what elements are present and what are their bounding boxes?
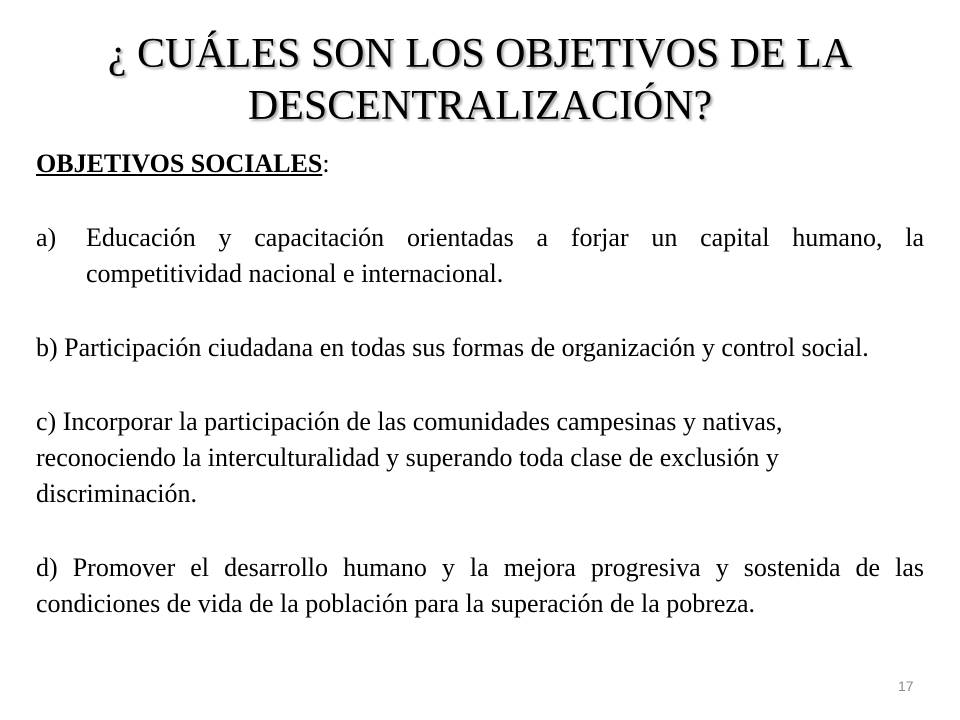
objective-item-d: d) Promover el desarrollo humano y la mejora progresiva y sostenida de las condiciones de vida de la población para la superación de la pobreza. — [36, 553, 924, 618]
objective-a-text: Educación y capacitación orientadas a forjar un capital humano, la competitividad nacional e internacional. — [86, 223, 924, 288]
objective-item-b: b) Participación ciudadana en todas sus formas de organización y control social. — [36, 333, 869, 362]
title-line-1: ¿ CUÁLES SON LOS OBJETIVOS DE LA — [107, 31, 853, 77]
slide-title — [40, 28, 920, 132]
objective-item-c: c) Incorporar la participación de las comunidades campesinas y nativas, reconociendo la interculturalidad y superando toda clase de exclusión y discriminación. — [36, 407, 783, 508]
title-line-2: DESCENTRALIZACIÓN? — [247, 83, 713, 129]
section-heading-text: OBJETIVOS SOCIALES — [36, 149, 323, 178]
slide-content — [36, 146, 924, 660]
objective-a-marker: a) — [36, 223, 57, 252]
objective-item-a — [36, 220, 924, 292]
section-heading-colon: : — [322, 149, 330, 178]
section-heading — [36, 146, 924, 182]
page-number: 17 — [898, 678, 914, 694]
